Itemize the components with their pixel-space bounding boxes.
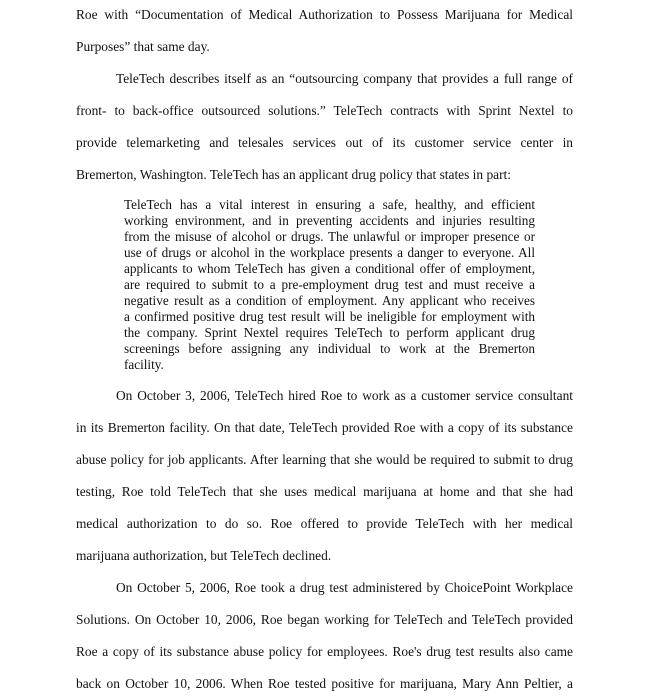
block-quote — [124, 197, 535, 373]
body-line: medical authorization to do so. Roe offered to provide TeleTech with her medical — [76, 516, 573, 531]
body-line: marijuana authorization, but TeleTech declined. — [76, 548, 332, 563]
quote-line: working environment, and in preventing accidents and injuries resulting — [124, 213, 535, 228]
body-line: in its Bremerton facility. On that date, TeleTech provided Roe with a copy of its substance — [76, 420, 573, 435]
body-line: abuse policy for job applicants. After learning that she would be required to submit to drug — [76, 452, 573, 467]
body-line: Roe a copy of its substance abuse policy for employees. Roe's drug test results also came — [76, 644, 573, 659]
quote-line: applicants to whom TeleTech has given a conditional offer of employment, — [124, 261, 535, 276]
quote-line: from the misuse of alcohol or drugs. The unlawful or improper presence or — [124, 229, 535, 244]
body-line: testing, Roe told TeleTech that she uses medical marijuana at home and that she had — [76, 484, 573, 499]
body-line: Roe with “Documentation of Medical Authorization to Possess Marijuana for Medical — [76, 7, 573, 22]
quote-line: the company. Sprint Nextel requires TeleTech to perform applicant drug — [124, 325, 535, 340]
quote-line: TeleTech has a vital interest in ensuring a safe, healthy, and efficient — [124, 197, 535, 212]
body-line: provide telemarketing and telesales services out of its customer service center in — [76, 135, 573, 150]
body-line: TeleTech describes itself as an “outsourcing company that provides a full range of — [116, 71, 573, 86]
quote-line: use of drugs or alcohol in the workplace presents a danger to everyone. All — [124, 245, 535, 260]
body-line: Purposes” that same day. — [76, 39, 210, 54]
body-line: front- to back-office outsourced solutions.” TeleTech contracts with Sprint Nextel to — [76, 103, 573, 118]
body-line: back on October 10, 2006. When Roe tested positive for marijuana, Mary Ann Peltier, a — [76, 676, 573, 691]
quote-line: facility. — [124, 357, 164, 372]
quote-line: a confirmed positive drug test result will be ineligible for employment with — [124, 309, 535, 324]
quote-line: are required to submit to a pre-employment drug test and must receive a — [124, 277, 535, 292]
body-line: Solutions. On October 10, 2006, Roe began working for TeleTech and TeleTech provided — [76, 612, 573, 627]
body-line: On October 5, 2006, Roe took a drug test administered by ChoicePoint Workplace — [116, 580, 573, 595]
body-line: On October 3, 2006, TeleTech hired Roe to work as a customer service consultant — [116, 388, 573, 403]
quote-line: negative result as a condition of employment. Any applicant who receives — [124, 293, 535, 308]
body-line: Bremerton, Washington. TeleTech has an applicant drug policy that states in part: — [76, 167, 511, 182]
quote-line: screenings before assigning any individual to work at the Bremerton — [124, 341, 535, 356]
